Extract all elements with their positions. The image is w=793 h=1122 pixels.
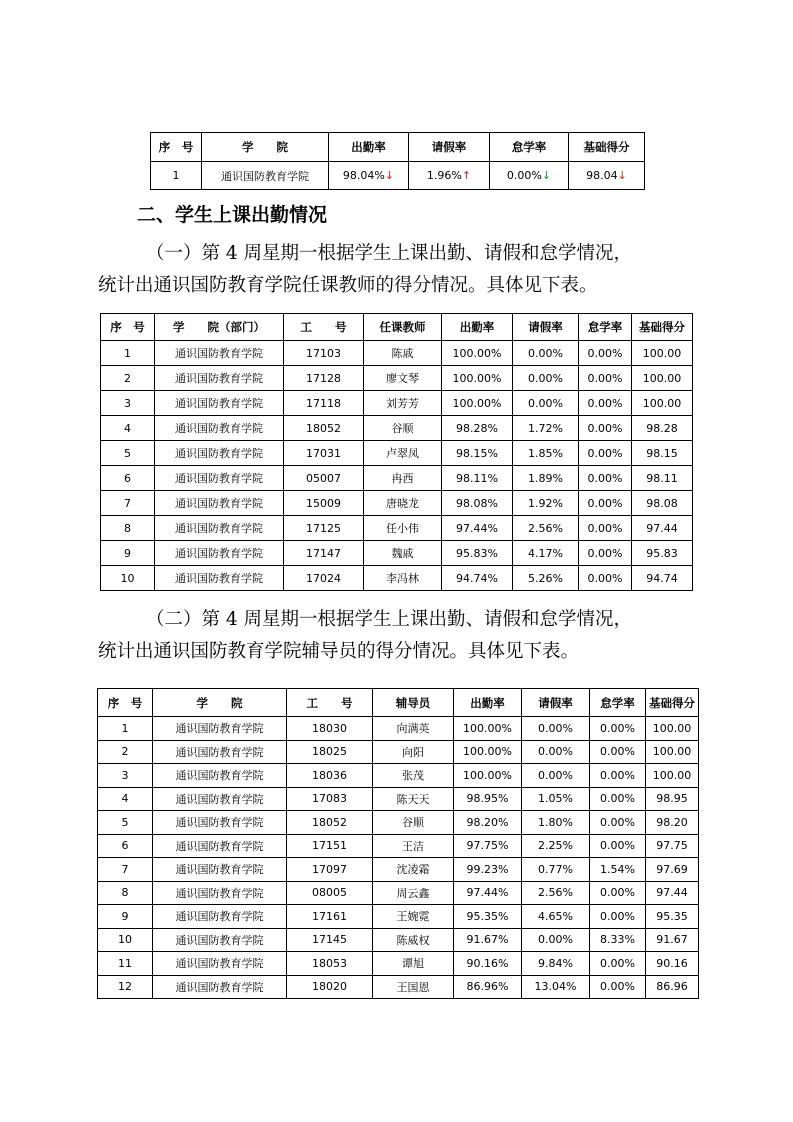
table-cell: 王婉霓 — [373, 905, 454, 929]
table-cell: 陈天天 — [373, 787, 454, 811]
table-cell: 王洁 — [373, 834, 454, 858]
table-cell: 0.00% — [590, 834, 646, 858]
table-cell: 94.74% — [442, 566, 513, 591]
table-cell: 10 — [98, 928, 153, 952]
table-cell: 10 — [101, 566, 155, 591]
table-cell: 98.11 — [632, 466, 693, 491]
header-cell: 出勤率 — [454, 689, 522, 717]
table-row — [101, 366, 693, 391]
table-cell: 1.92% — [513, 491, 579, 516]
table-cell: 0.00% — [590, 787, 646, 811]
table-cell: 向满英 — [373, 717, 454, 741]
section-heading: 二、学生上课出勤情况 — [137, 204, 328, 226]
table-row — [98, 717, 699, 741]
table-cell: 17125 — [284, 516, 364, 541]
table-cell: 向阳 — [373, 740, 454, 764]
table-row — [101, 516, 693, 541]
table-cell: 通识国防教育学院 — [155, 466, 284, 491]
arrow-down-icon: ↓ — [384, 169, 395, 182]
paragraph-line: 统计出通识国防教育学院任课教师的得分情况。具体见下表。 — [98, 275, 598, 296]
leave-value: 1.96% — [426, 169, 462, 182]
table-cell: 98.28% — [442, 416, 513, 441]
table-cell: 98.15 — [632, 441, 693, 466]
table-cell: 1.80% — [522, 811, 590, 835]
table-cell: 17161 — [287, 905, 373, 929]
table-cell: 100.00% — [442, 366, 513, 391]
table-cell: 95.83% — [442, 541, 513, 566]
table-cell: 卢翠凤 — [364, 441, 442, 466]
header-cell: 学 院 — [153, 689, 287, 717]
counselor-table — [97, 688, 699, 999]
table-cell: 17083 — [287, 787, 373, 811]
summary-header-row — [151, 133, 645, 162]
table-cell: 17128 — [284, 366, 364, 391]
table-cell: 95.83 — [632, 541, 693, 566]
header-cell: 学 院 — [202, 133, 329, 162]
table-cell: 95.35 — [646, 905, 699, 929]
table-cell: 98.08 — [632, 491, 693, 516]
table-cell: 0.00% — [579, 491, 632, 516]
table-cell: 陈戚 — [364, 341, 442, 366]
table-cell: 谷顺 — [364, 416, 442, 441]
table-cell: 90.16 — [646, 952, 699, 976]
header-cell: 序 号 — [101, 314, 155, 341]
table-row — [101, 416, 693, 441]
table-cell: 0.00% — [522, 740, 590, 764]
header-cell: 学 院（部门） — [155, 314, 284, 341]
table-cell: 0.00% — [579, 341, 632, 366]
table-cell: 5.26% — [513, 566, 579, 591]
table-cell: 魏戚 — [364, 541, 442, 566]
table-cell: 3 — [98, 764, 153, 788]
table-cell: 2.25% — [522, 834, 590, 858]
table-row — [98, 975, 699, 999]
table-cell: 通识国防教育学院 — [155, 391, 284, 416]
table-cell: 05007 — [284, 466, 364, 491]
table-row — [98, 764, 699, 788]
table-cell: 李冯林 — [364, 566, 442, 591]
table-cell: 9 — [98, 905, 153, 929]
table-cell: 13.04% — [522, 975, 590, 999]
table-cell: 4 — [101, 416, 155, 441]
table-cell: 91.67 — [646, 928, 699, 952]
table-cell: 通识国防教育学院 — [153, 811, 287, 835]
table-cell: 17118 — [284, 391, 364, 416]
table-row — [98, 787, 699, 811]
table-cell: 2.56% — [513, 516, 579, 541]
table-cell: 97.75% — [454, 834, 522, 858]
table-cell: 通识国防教育学院 — [155, 491, 284, 516]
paragraph-line: （一）第 4 周星期一根据学生上课出勤、请假和怠学情况， — [146, 243, 633, 264]
table-cell: 通识国防教育学院 — [155, 366, 284, 391]
table-cell: 1.89% — [513, 466, 579, 491]
table-cell: 0.00% — [522, 928, 590, 952]
table-cell: 4.65% — [522, 905, 590, 929]
table-cell: 12 — [98, 975, 153, 999]
header-cell: 任课教师 — [364, 314, 442, 341]
table-cell: 2 — [101, 366, 155, 391]
table-row — [98, 905, 699, 929]
table-cell: 通识国防教育学院 — [153, 952, 287, 976]
table-cell: 15009 — [284, 491, 364, 516]
table-cell: 通识国防教育学院 — [153, 928, 287, 952]
table-cell: 08005 — [287, 881, 373, 905]
table-cell: 通识国防教育学院 — [155, 516, 284, 541]
table-cell: 通识国防教育学院 — [153, 881, 287, 905]
table-row — [101, 441, 693, 466]
table-cell: 6 — [98, 834, 153, 858]
header-cell: 怠学率 — [590, 689, 646, 717]
table-cell: 18052 — [287, 811, 373, 835]
table-cell: 通识国防教育学院 — [153, 717, 287, 741]
table-cell: 97.44% — [442, 516, 513, 541]
table-cell: 1.72% — [513, 416, 579, 441]
table-row — [98, 881, 699, 905]
table-cell: 17103 — [284, 341, 364, 366]
table-cell: 通识国防教育学院 — [153, 975, 287, 999]
table-cell: 98.95 — [646, 787, 699, 811]
table-cell: 1.85% — [513, 441, 579, 466]
table-cell: 0.00% — [590, 952, 646, 976]
table-cell: 98.15% — [442, 441, 513, 466]
header-cell: 工 号 — [284, 314, 364, 341]
table-cell: 5 — [101, 441, 155, 466]
table-cell: 0.00% — [579, 516, 632, 541]
table-cell: 97.44 — [646, 881, 699, 905]
table-cell: 通识国防教育学院 — [153, 764, 287, 788]
table-cell: 17031 — [284, 441, 364, 466]
truancy-value: 0.00% — [506, 169, 542, 182]
paragraph-teachers — [98, 238, 698, 302]
table-cell: 17151 — [287, 834, 373, 858]
header-cell: 辅导员 — [373, 689, 454, 717]
table-cell: 冉西 — [364, 466, 442, 491]
table-cell: 6 — [101, 466, 155, 491]
table-cell: 通识国防教育学院 — [155, 566, 284, 591]
header-cell: 基础得分 — [569, 133, 645, 162]
table-cell: 0.00% — [590, 811, 646, 835]
table-cell: 97.44% — [454, 881, 522, 905]
table-cell: 100.00% — [454, 717, 522, 741]
header-cell: 序 号 — [151, 133, 202, 162]
header-cell: 怠学率 — [579, 314, 632, 341]
table-cell: 0.00% — [579, 366, 632, 391]
header-cell: 请假率 — [522, 689, 590, 717]
table-cell: 通识国防教育学院 — [153, 905, 287, 929]
teacher-header-row — [101, 314, 693, 341]
table-row — [101, 341, 693, 366]
index-cell: 1 — [151, 162, 202, 190]
table-cell: 通识国防教育学院 — [155, 441, 284, 466]
table-row — [98, 952, 699, 976]
table-row — [101, 566, 693, 591]
table-cell: 94.74 — [632, 566, 693, 591]
table-row — [98, 740, 699, 764]
table-cell: 98.08% — [442, 491, 513, 516]
table-cell: 100.00 — [632, 341, 693, 366]
table-cell: 1.54% — [590, 858, 646, 882]
score-value: 98.04 — [586, 169, 618, 182]
table-row — [98, 858, 699, 882]
table-cell: 17097 — [287, 858, 373, 882]
truancy-cell — [490, 162, 569, 190]
table-cell: 通识国防教育学院 — [153, 834, 287, 858]
table-cell: 0.00% — [590, 740, 646, 764]
table-cell: 0.00% — [513, 391, 579, 416]
leave-cell — [409, 162, 490, 190]
table-cell: 1 — [101, 341, 155, 366]
summary-table — [150, 132, 645, 190]
table-cell: 100.00 — [632, 391, 693, 416]
table-cell: 17024 — [284, 566, 364, 591]
table-cell: 0.00% — [590, 975, 646, 999]
header-cell: 出勤率 — [442, 314, 513, 341]
score-cell — [569, 162, 645, 190]
table-cell: 0.00% — [590, 881, 646, 905]
table-cell: 100.00% — [442, 391, 513, 416]
table-cell: 0.00% — [590, 717, 646, 741]
table-cell: 7 — [98, 858, 153, 882]
table-cell: 0.77% — [522, 858, 590, 882]
header-cell: 序 号 — [98, 689, 153, 717]
header-cell: 工 号 — [287, 689, 373, 717]
table-cell: 17145 — [287, 928, 373, 952]
arrow-down-icon: ↓ — [617, 169, 627, 182]
counselor-header-row — [98, 689, 699, 717]
table-cell: 100.00 — [646, 740, 699, 764]
table-cell: 18052 — [284, 416, 364, 441]
table-cell: 100.00% — [442, 341, 513, 366]
table-cell: 98.20 — [646, 811, 699, 835]
table-cell: 陈威权 — [373, 928, 454, 952]
table-cell: 0.00% — [579, 566, 632, 591]
table-row — [101, 466, 693, 491]
table-cell: 90.16% — [454, 952, 522, 976]
attendance-cell — [329, 162, 409, 190]
table-cell: 沈凌霜 — [373, 858, 454, 882]
table-cell: 9.84% — [522, 952, 590, 976]
table-cell: 97.69 — [646, 858, 699, 882]
table-cell: 通识国防教育学院 — [155, 416, 284, 441]
table-cell: 通识国防教育学院 — [153, 787, 287, 811]
table-cell: 2.56% — [522, 881, 590, 905]
table-cell: 11 — [98, 952, 153, 976]
table-row — [101, 541, 693, 566]
table-cell: 0.00% — [522, 717, 590, 741]
table-cell: 18030 — [287, 717, 373, 741]
table-cell: 王国恩 — [373, 975, 454, 999]
table-cell: 1.05% — [522, 787, 590, 811]
table-cell: 5 — [98, 811, 153, 835]
table-cell: 98.20% — [454, 811, 522, 835]
table-cell: 18020 — [287, 975, 373, 999]
paragraph-line: 统计出通识国防教育学院辅导员的得分情况。具体见下表。 — [98, 641, 580, 662]
header-cell: 基础得分 — [632, 314, 693, 341]
table-cell: 17147 — [284, 541, 364, 566]
table-cell: 97.44 — [632, 516, 693, 541]
table-cell: 0.00% — [579, 541, 632, 566]
teacher-table — [100, 313, 693, 591]
table-row — [98, 834, 699, 858]
table-cell: 2 — [98, 740, 153, 764]
header-cell: 请假率 — [409, 133, 490, 162]
header-cell: 请假率 — [513, 314, 579, 341]
table-row — [101, 391, 693, 416]
table-cell: 0.00% — [579, 391, 632, 416]
header-cell: 基础得分 — [646, 689, 699, 717]
table-cell: 99.23% — [454, 858, 522, 882]
table-cell: 100.00 — [646, 764, 699, 788]
table-cell: 周云鑫 — [373, 881, 454, 905]
table-cell: 4 — [98, 787, 153, 811]
college-cell: 通识国防教育学院 — [202, 162, 329, 190]
table-cell: 谭旭 — [373, 952, 454, 976]
summary-row — [151, 162, 645, 190]
table-cell: 0.00% — [579, 416, 632, 441]
table-cell: 0.00% — [513, 366, 579, 391]
table-cell: 0.00% — [513, 341, 579, 366]
table-cell: 0.00% — [590, 764, 646, 788]
table-row — [98, 811, 699, 835]
header-cell: 怠学率 — [490, 133, 569, 162]
table-cell: 谷顺 — [373, 811, 454, 835]
table-cell: 100.00 — [646, 717, 699, 741]
table-cell: 通识国防教育学院 — [155, 541, 284, 566]
table-cell: 唐晓龙 — [364, 491, 442, 516]
table-cell: 8.33% — [590, 928, 646, 952]
table-cell: 98.28 — [632, 416, 693, 441]
table-cell: 100.00% — [454, 740, 522, 764]
table-cell: 通识国防教育学院 — [155, 341, 284, 366]
table-cell: 86.96 — [646, 975, 699, 999]
table-row — [101, 491, 693, 516]
table-cell: 通识国防教育学院 — [153, 740, 287, 764]
table-cell: 97.75 — [646, 834, 699, 858]
attendance-value: 98.04% — [342, 169, 385, 182]
table-cell: 91.67% — [454, 928, 522, 952]
table-cell: 18036 — [287, 764, 373, 788]
table-cell: 98.11% — [442, 466, 513, 491]
table-cell: 8 — [101, 516, 155, 541]
table-cell: 7 — [101, 491, 155, 516]
table-cell: 95.35% — [454, 905, 522, 929]
table-cell: 100.00% — [454, 764, 522, 788]
table-cell: 任小伟 — [364, 516, 442, 541]
table-cell: 0.00% — [590, 905, 646, 929]
table-cell: 廖文琴 — [364, 366, 442, 391]
table-cell: 9 — [101, 541, 155, 566]
table-cell: 通识国防教育学院 — [153, 858, 287, 882]
arrow-down-icon: ↓ — [541, 169, 552, 182]
table-cell: 100.00 — [632, 366, 693, 391]
table-cell: 3 — [101, 391, 155, 416]
table-cell: 4.17% — [513, 541, 579, 566]
table-cell: 0.00% — [579, 466, 632, 491]
table-cell: 18053 — [287, 952, 373, 976]
paragraph-counselors — [98, 604, 698, 668]
paragraph-line: （二）第 4 周星期一根据学生上课出勤、请假和怠学情况， — [146, 609, 633, 630]
table-row — [98, 928, 699, 952]
table-cell: 18025 — [287, 740, 373, 764]
table-cell: 0.00% — [522, 764, 590, 788]
table-cell: 86.96% — [454, 975, 522, 999]
table-cell: 刘芳芳 — [364, 391, 442, 416]
header-cell: 出勤率 — [329, 133, 409, 162]
arrow-up-icon: ↑ — [461, 169, 472, 182]
table-cell: 1 — [98, 717, 153, 741]
table-cell: 0.00% — [579, 441, 632, 466]
table-cell: 8 — [98, 881, 153, 905]
table-cell: 98.95% — [454, 787, 522, 811]
table-cell: 张茂 — [373, 764, 454, 788]
